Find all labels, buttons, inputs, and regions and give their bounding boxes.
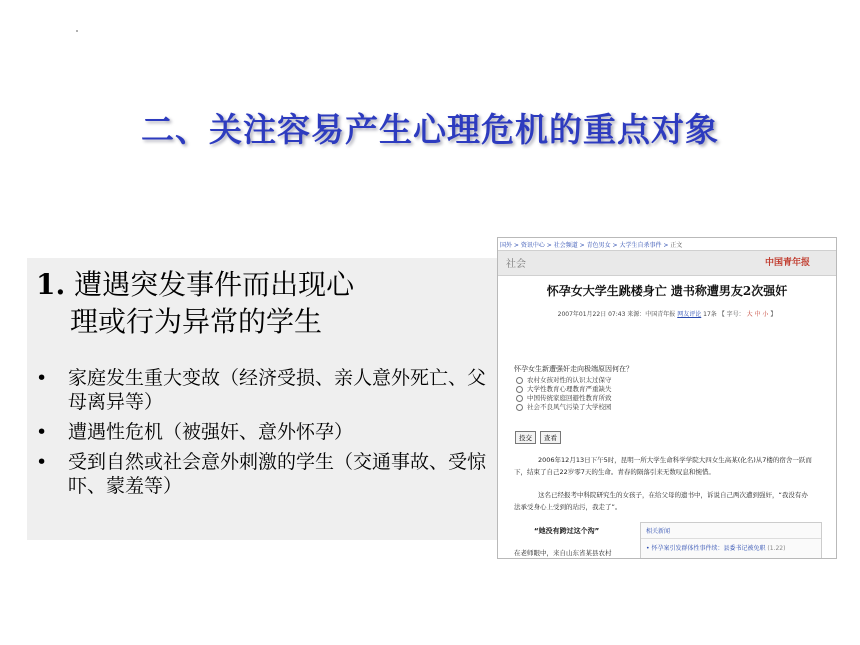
poll-option[interactable] [516, 394, 612, 403]
radio-button[interactable] [516, 386, 523, 393]
article-headline: 怀孕女大学生跳楼身亡 遗书称遭男友2次强奸 [546, 284, 788, 298]
slide-title: 二、关注容易产生心理危机的重点对象 [141, 110, 719, 149]
heading-line-1: 遭遇突发事件而出现心 [74, 268, 355, 301]
related-news-item[interactable]: • 怀孕案引发群体性事件续：县委书记被免职 (1.22) [646, 545, 786, 552]
heading-number: 1. [36, 268, 66, 301]
section-label: 社会 [506, 259, 526, 270]
related-news-date: (1.22) [767, 545, 786, 552]
article-date-source: 2007年01月22日 07:43 来源：中国青年报 [557, 311, 676, 318]
related-news-title: 相关新闻 [641, 523, 821, 539]
related-news-box [640, 522, 822, 559]
article-paragraph: 这名已经报考中科院研究生的女孩子，在给父母的遗书中，诉说自己两次遭到强奸，“我没有办法承受身心上受到的玷污，我走了”。 [514, 491, 808, 511]
bullet-text: 家庭发生重大变故（经济受损、亲人意外死亡、父母离异等） [68, 367, 487, 413]
poll-options [516, 376, 612, 412]
comment-count: 17条 [703, 311, 717, 318]
breadcrumb-link[interactable]: 青色男女 [586, 242, 611, 249]
bullet-item [36, 450, 496, 498]
bullet-item [36, 366, 496, 414]
poll-question: 怀孕女生新遭强奸走向极端原因何在？ [514, 365, 633, 373]
breadcrumb: 国外 > 资讯中心 > 社会频道 > 青色男女 > 大学生自杀事件 > 正文 [500, 242, 683, 249]
fontsize-options[interactable]: 大 中 小 [746, 311, 769, 318]
bullet-marker: • [36, 367, 48, 389]
poll-option-label: 中国传统家庭回避性教育所致 [527, 394, 612, 402]
bullet-marker: • [36, 421, 48, 443]
breadcrumb-link[interactable]: 国外 [500, 242, 513, 249]
poll-option[interactable] [516, 385, 612, 394]
poll-buttons [515, 431, 561, 444]
radio-button[interactable] [516, 395, 523, 402]
breadcrumb-link[interactable]: 大学生自杀事件 [619, 242, 662, 249]
related-news-link[interactable]: 怀孕案引发群体性事件续：县委书记被免职 [651, 545, 766, 552]
fontsize-end: 】 [770, 311, 777, 318]
bullet-item [36, 420, 496, 444]
radio-button[interactable] [516, 377, 523, 384]
heading-line-2: 理或行为异常的学生 [70, 305, 323, 338]
bullet-marker: • [36, 451, 48, 473]
bullet-text: 受到自然或社会意外刺激的学生（交通事故、受惊吓、蒙羞等） [68, 451, 487, 497]
article-subhead: “她没有跨过这个沟” [534, 527, 600, 535]
poll-option-label: 农村女孩对性的认识太过保守 [527, 376, 612, 384]
breadcrumb-link[interactable]: 资讯中心 [520, 242, 545, 249]
breadcrumb-current: 正文 [670, 242, 683, 249]
article-paragraph: 在老师眼中，来自山东省某县农村 [514, 549, 612, 557]
article-meta [498, 309, 836, 318]
article-paragraph: 2006年12月13日下午5时，昆明一所大学生命科学学院大四女生高某(化名)从7楼的宿舍一跃而下，结束了自己22岁零7天的生命。青春的陨落引来无数叹息和惋惜。 [514, 456, 812, 476]
newspaper-logo: 中国青年报 [764, 258, 810, 268]
comments-link[interactable]: 网友评论 [677, 311, 702, 318]
poll-option-label: 社会不良风气污染了大学校园 [527, 403, 612, 411]
view-results-button[interactable]: 查看 [540, 431, 561, 444]
breadcrumb-link[interactable]: 社会频道 [553, 242, 578, 249]
radio-button[interactable] [516, 404, 523, 411]
section-heading [36, 266, 476, 340]
decorative-dot [76, 30, 78, 32]
bullet-text: 遭遇性危机（被强奸、意外怀孕） [68, 421, 354, 443]
bullet-list [36, 366, 496, 504]
submit-button[interactable]: 投交 [515, 431, 536, 444]
poll-option[interactable] [516, 376, 612, 385]
poll-option-label: 大学性教育心理教育严重缺失 [527, 385, 612, 393]
news-screenshot [497, 237, 837, 559]
fontsize-label: 【 字号： [718, 311, 745, 318]
poll-option[interactable] [516, 403, 612, 412]
